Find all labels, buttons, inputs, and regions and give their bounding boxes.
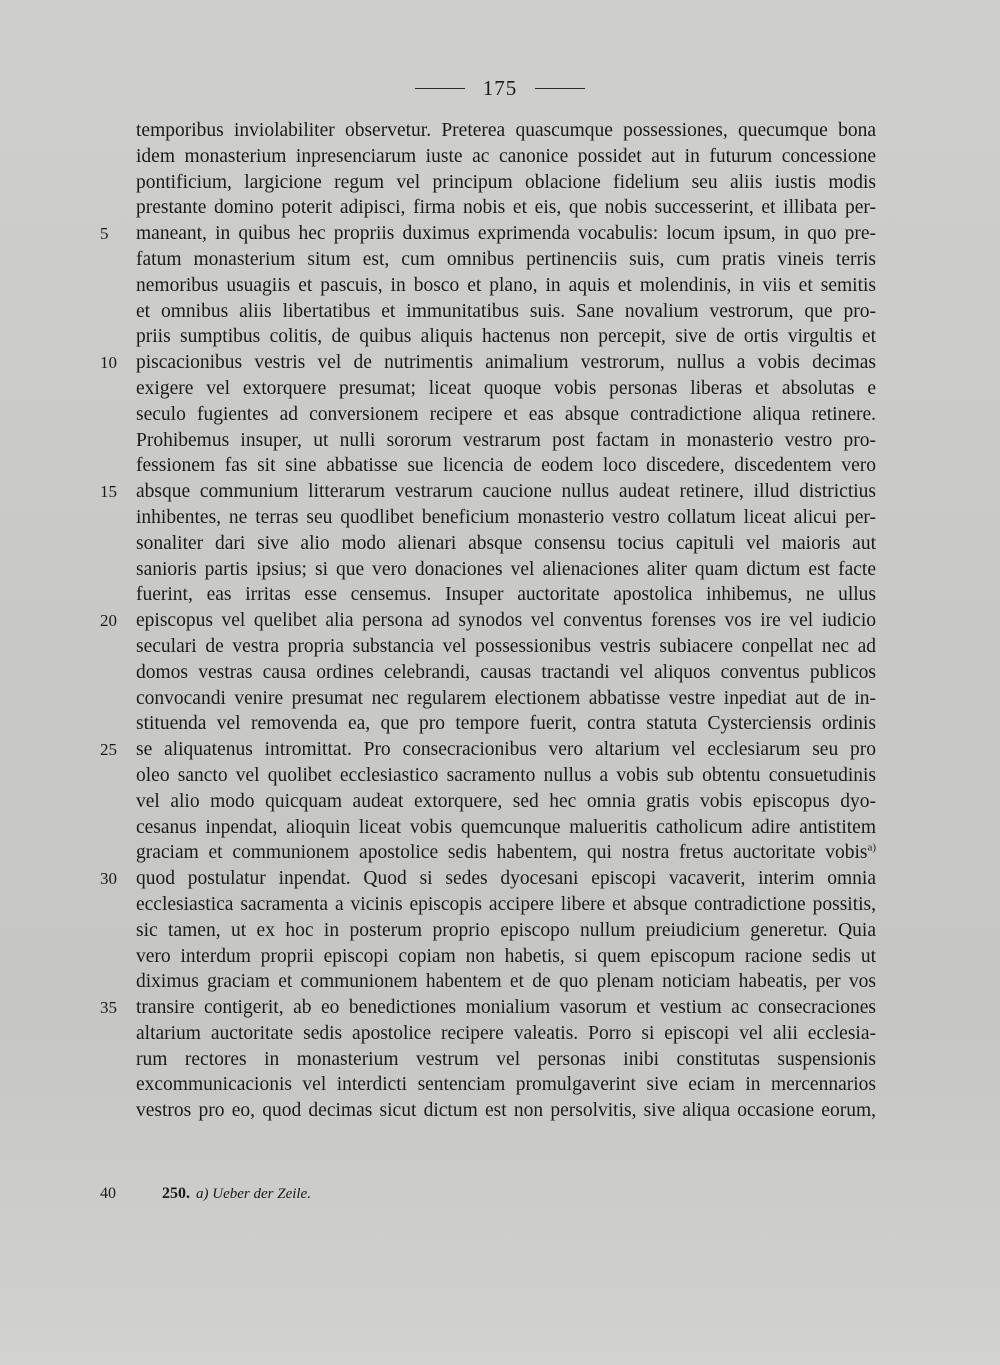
line-content: domos vestras causa ordines celebrandi, causas tractandi vel aliquos conventus publicos: [136, 661, 876, 683]
line-number: 5: [100, 224, 109, 244]
line-content: quod postulatur inpendat. Quod si sedes dyocesani episcopi vacaverit, interim omnia: [136, 868, 876, 890]
line-text: [136, 531, 876, 557]
line-content: absque communium litterarum vestrarum caucione nullus audeat retinere, illud districtius: [136, 481, 876, 503]
text-line: [136, 763, 876, 789]
line-text: [136, 1021, 876, 1047]
text-line: [136, 1021, 876, 1047]
line-number: 10: [100, 353, 117, 373]
line-text: [136, 892, 876, 918]
line-text: [136, 350, 876, 376]
line-content: piscacionibus vestris vel de nutrimentis animalium vestrorum, nullus a vobis decimas: [136, 352, 876, 374]
line-content: seculari de vestra propria substancia vel possessionibus vestris subiacere conpellat nec ad: [136, 635, 876, 657]
footnote-document-number: 250.: [162, 1185, 190, 1202]
line-content: sonaliter dari sive alio modo alienari absque consensu tocius capituli vel maioris aut: [136, 532, 876, 554]
line-text: [136, 505, 876, 531]
text-line: [136, 144, 876, 170]
footnote-text: a) Ueber der Zeile.: [196, 1186, 311, 1202]
text-line: [136, 944, 876, 970]
line-content: vestros pro eo, quod decimas sicut dictum est non persolvitis, sive aliqua occasione eorum,: [136, 1100, 876, 1122]
text-line: [136, 299, 876, 325]
line-content: pontificium, largicione regum vel principum oblacione fidelium seu aliis iustis modis: [136, 171, 876, 193]
line-content: idem monasterium inpresenciarum iuste ac canonice possidet aut in futurum concessione: [136, 145, 876, 167]
line-content: cesanus inpendat, alioquin liceat vobis quemcunque malueritis catholicum adire antistitem: [136, 816, 876, 838]
line-text: [136, 1072, 876, 1098]
line-content: convocandi venire presumat nec regularem electionem abbatisse vestre inpediat aut de in-: [136, 687, 876, 709]
text-line: [100, 866, 876, 892]
text-line: [100, 350, 876, 376]
line-content: se aliquatenus intromittat. Pro consecracionibus vero altarium vel ecclesiarum seu pro: [136, 739, 876, 761]
line-content: stituenda vel removenda ea, que pro tempore fuerit, contra statuta Cysterciensis ordinis: [136, 713, 876, 735]
line-text: [136, 170, 876, 196]
line-text: [136, 402, 876, 428]
header-rule-right: [535, 88, 585, 89]
page-number: 175: [482, 76, 518, 100]
text-line: [136, 324, 876, 350]
text-line: [136, 1098, 876, 1124]
footnote: [100, 1185, 311, 1203]
text-line: [136, 686, 876, 712]
text-line: [100, 221, 876, 247]
text-line: [136, 557, 876, 583]
line-content: rum rectores in monasterium vestrum vel personas inibi constitutas suspensionis: [136, 1048, 876, 1070]
text-line: [136, 918, 876, 944]
line-content: oleo sancto vel quolibet ecclesiastico sacramento nullus a vobis sub obtentu consuetudinis: [136, 764, 876, 786]
line-text: [136, 711, 876, 737]
line-text: [136, 118, 876, 144]
line-content: et omnibus aliis libertatibus et immunitatibus suis. Sane novalium vestrorum, que pro-: [136, 300, 876, 322]
text-line: [136, 376, 876, 402]
line-content: sanioris partis ipsius; si que vero donaciones vel alienaciones aliter quam dictum est facte: [136, 558, 876, 580]
line-number: 35: [100, 998, 117, 1018]
line-content: inhibentes, ne terras seu quodlibet beneficium monasterio vestro collatum liceat alicui per-: [136, 506, 876, 528]
line-content: exigere vel extorquere presumat; liceat quoque vobis personas liberas et absolutas e: [136, 377, 876, 399]
line-content: vel alio modo quicquam audeat extorquere, sed hec omnia gratis vobis episcopus dyo-: [136, 790, 876, 812]
line-text: [136, 686, 876, 712]
body-text: [100, 118, 876, 1124]
text-line: [136, 170, 876, 196]
text-line: [136, 1072, 876, 1098]
text-line: [136, 815, 876, 841]
line-content: fatum monasterium situm est, cum omnibus pertinenciis suis, cum pratis vineis terris: [136, 248, 876, 270]
line-content: priis sumptibus colitis, de quibus aliquis hactenus non percepit, sive de ortis virgultis et: [136, 326, 876, 348]
line-text: [136, 273, 876, 299]
line-text: [136, 221, 876, 247]
page-header: [0, 76, 1000, 101]
line-content: excommunicacionis vel interdicti sentenciam promulgaverint sive eciam in mercennarios: [136, 1074, 876, 1096]
text-line: [136, 505, 876, 531]
line-text: [136, 634, 876, 660]
line-text: [136, 1098, 876, 1124]
text-line: [136, 634, 876, 660]
line-text: [136, 763, 876, 789]
line-text: [136, 840, 876, 866]
line-content: altarium auctoritate sedis apostolice recipere valeatis. Porro si episcopi vel alii ecclesia-: [136, 1022, 876, 1044]
text-line: [136, 969, 876, 995]
footnote-line-number: 40: [100, 1185, 116, 1202]
text-line: [136, 711, 876, 737]
line-text: [136, 247, 876, 273]
line-content: transire contigerit, ab eo benedictiones monialium vasorum et vestium ac consecraciones: [136, 997, 876, 1019]
text-line: [100, 608, 876, 634]
line-text: [136, 557, 876, 583]
line-text: [136, 815, 876, 841]
line-content: seculo fugientes ad conversionem recipere et eas absque contradictione aliqua retinere.: [136, 403, 876, 425]
line-text: [136, 737, 876, 763]
line-content: ecclesiastica sacramenta a vicinis episcopis accipere libere et absque contradictione possitis,: [136, 893, 876, 915]
line-content: nemoribus usuagiis et pascuis, in bosco et plano, in aquis et molendinis, in viis et semitis: [136, 274, 876, 296]
line-content: fessionem fas sit sine abbatisse sue licencia de eodem loco discedere, discedentem vero: [136, 455, 876, 477]
text-line: [136, 531, 876, 557]
line-text: [136, 144, 876, 170]
line-text: [136, 299, 876, 325]
text-line: [100, 479, 876, 505]
text-line: [136, 660, 876, 686]
text-line: [136, 1047, 876, 1073]
line-text: [136, 995, 876, 1021]
line-text: [136, 660, 876, 686]
line-content: temporibus inviolabiliter observetur. Preterea quascumque possessiones, quecumque bona: [136, 120, 876, 141]
line-text: [136, 969, 876, 995]
line-content: diximus graciam et communionem habentem et de quo plenam noticiam habeatis, per vos: [136, 971, 876, 993]
line-content: maneant, in quibus hec propriis duximus exprimenda vocabulis: locum ipsum, in quo pre-: [136, 223, 876, 245]
text-line: [136, 428, 876, 454]
line-text: [136, 376, 876, 402]
line-content: Prohibemus insuper, ut nulli sororum vestrarum post factam in monasterio vestro pro-: [136, 429, 876, 451]
line-number: 25: [100, 740, 117, 760]
line-content: sic tamen, ut ex hoc in posterum proprio episcopo nullum preiudicium generetur. Quia: [136, 919, 876, 941]
line-text: [136, 195, 876, 221]
line-text: [136, 789, 876, 815]
text-line: [136, 247, 876, 273]
line-text: [136, 866, 876, 892]
text-line: [136, 273, 876, 299]
line-text: [136, 324, 876, 350]
line-text: [136, 608, 876, 634]
line-number: 30: [100, 869, 117, 889]
text-line: [136, 840, 876, 866]
header-rule-left: [415, 88, 465, 89]
footnote-marker: a): [867, 841, 876, 854]
line-text: [136, 944, 876, 970]
line-text: [136, 428, 876, 454]
line-content: prestante domino poterit adipisci, firma nobis et eis, que nobis successerint, et illibata per-: [136, 197, 876, 219]
line-content: episcopus vel quelibet alia persona ad synodos vel conventus forenses vos ire vel iudicio: [136, 610, 876, 632]
line-number: 15: [100, 482, 117, 502]
line-content: vero interdum proprii episcopi copiam non habetis, si quem episcopum racione sedis ut: [136, 945, 876, 967]
text-line: [100, 737, 876, 763]
text-line: [136, 453, 876, 479]
line-text: [136, 1047, 876, 1073]
text-line: [136, 402, 876, 428]
line-text: [136, 479, 876, 505]
line-content: graciam et communionem apostolice sedis habentem, qui nostra fretus auctoritate vobis: [136, 842, 868, 864]
line-number: 20: [100, 611, 117, 631]
line-text: [136, 453, 876, 479]
line-text: [136, 918, 876, 944]
text-line: [136, 789, 876, 815]
text-line: [136, 582, 876, 608]
text-line: [136, 892, 876, 918]
line-content: fuerint, eas irritas esse censemus. Insuper auctoritate apostolica inhibemus, ne ullus: [136, 584, 876, 606]
text-line: [136, 195, 876, 221]
line-text: [136, 582, 876, 608]
text-line: [100, 995, 876, 1021]
text-line: [136, 118, 876, 144]
